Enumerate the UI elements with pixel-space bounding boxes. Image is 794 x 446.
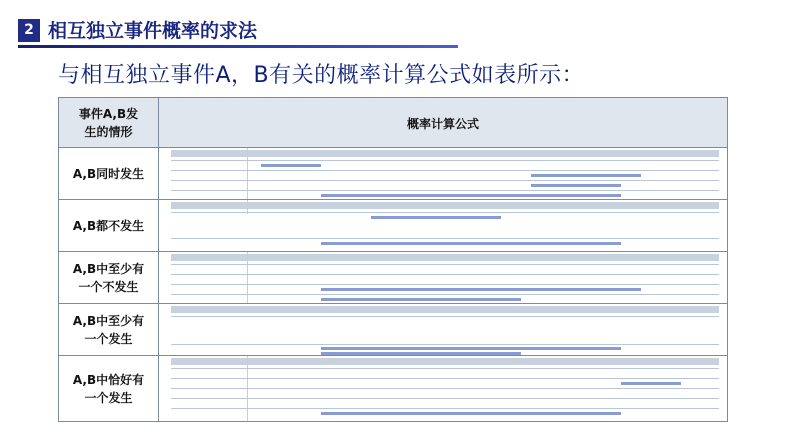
formula-cell xyxy=(159,356,727,421)
situation-text: A,B中恰好有一个发生 xyxy=(72,372,145,405)
formula-image xyxy=(171,356,719,421)
section-header xyxy=(18,18,458,48)
table-row xyxy=(59,356,727,421)
formula-cell xyxy=(159,148,727,200)
formula-image xyxy=(171,148,719,200)
header-situation xyxy=(59,98,159,148)
formula-image xyxy=(171,252,719,304)
situation-text: A,B中至少有一个不发生 xyxy=(72,262,145,294)
probability-table xyxy=(58,97,728,422)
situation-cell xyxy=(59,356,159,421)
title-underline xyxy=(18,45,458,48)
situation-cell xyxy=(59,252,159,304)
section-title: 相互独立事件概率的求法 xyxy=(48,20,258,42)
table-row xyxy=(59,252,727,304)
intro-text: 与相互独立事件A，B有关的概率计算公式如表所示： xyxy=(58,63,585,88)
situation-cell: A,B同时发生 xyxy=(59,148,159,200)
formula-cell xyxy=(159,252,727,304)
header-situation-text: 事件A,B发生的情形 xyxy=(78,107,139,139)
section-number-badge: 2 xyxy=(18,19,40,42)
situation-cell: A,B都不发生 xyxy=(59,200,159,252)
formula-image xyxy=(171,200,719,252)
table-row xyxy=(59,304,727,356)
formula-cell xyxy=(159,200,727,252)
header-formula: 概率计算公式 xyxy=(406,116,479,131)
table-header-row xyxy=(59,98,727,148)
table-row xyxy=(59,200,727,252)
formula-cell xyxy=(159,304,727,356)
formula-image xyxy=(171,304,719,356)
table-row xyxy=(59,148,727,200)
situation-text: A,B中至少有一个发生 xyxy=(72,314,145,346)
situation-cell xyxy=(59,304,159,356)
